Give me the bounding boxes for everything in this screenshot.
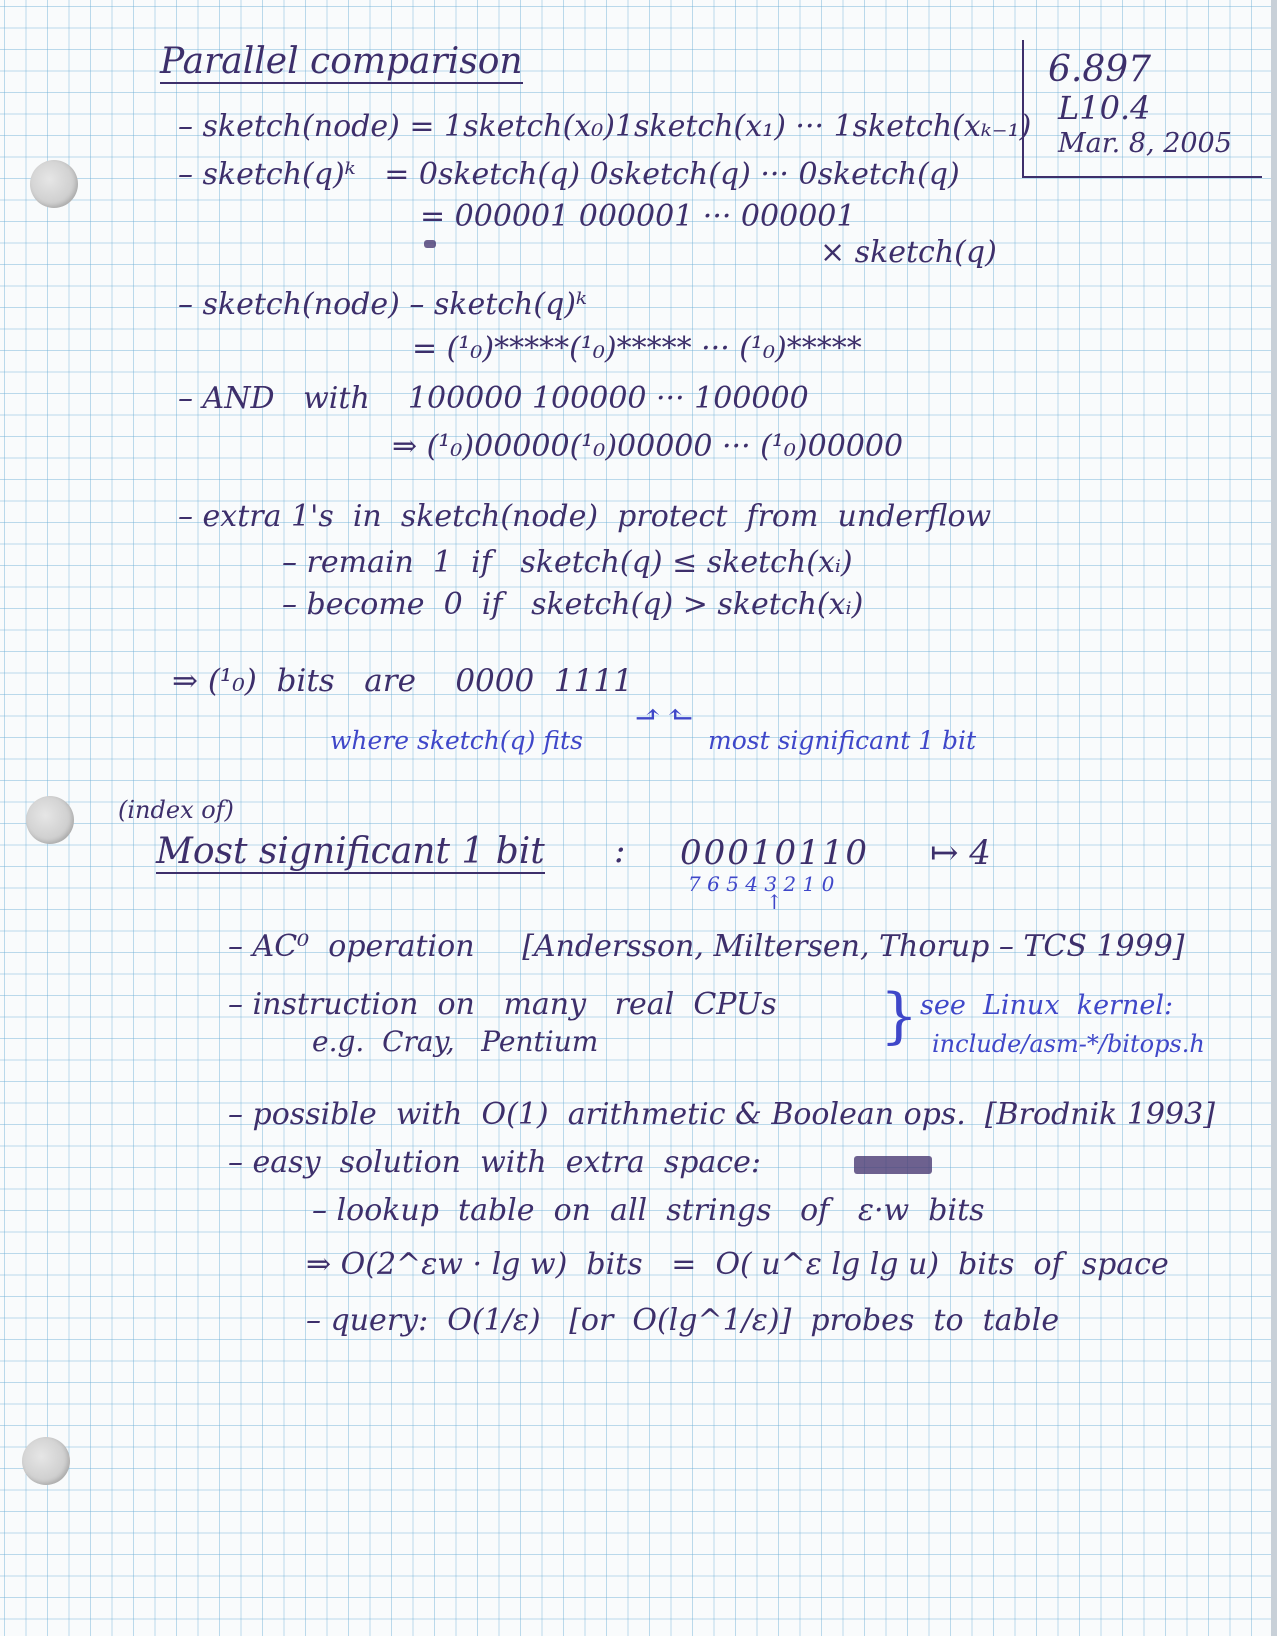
annotation-where-fits: where sketch(q) fits — [330, 726, 583, 755]
line-lookup-table: – lookup table on all strings of ε·w bits — [312, 1193, 985, 1228]
line-eg-cray: e.g. Cray, Pentium — [312, 1025, 599, 1058]
line-subtraction: – sketch(node) – sketch(q)ᵏ — [178, 287, 587, 322]
line-sketch-q-k: – sketch(q)ᵏ = 0sketch(q) 0sketch(q) ··· 0sketch(q) — [178, 157, 960, 192]
line-query: – query: O(1/ε) [or O(lg^1/ε)] probes to table — [306, 1303, 1060, 1338]
note-linux-kernel: see Linux kernel: — [920, 990, 1174, 1021]
msb-example-result: ↦ 4 — [930, 833, 991, 873]
brace: } — [880, 981, 919, 1051]
lecture-date: Mar. 8, 2005 — [1058, 128, 1232, 159]
line-ones-pattern: = 000001 000001 ··· 000001 — [420, 199, 856, 234]
line-and-mask: – AND with 100000 100000 ··· 100000 — [178, 381, 809, 416]
line-sketch-node: – sketch(node) = 1sketch(x₀)1sketch(x₁) ··· 1sketch(xₖ₋₁) — [178, 109, 1032, 144]
line-easy-solution: – easy solution with extra space: — [228, 1145, 761, 1180]
line-remain-one: – remain 1 if sketch(q) ≤ sketch(xᵢ) — [282, 545, 853, 580]
lecture-number: L10.4 — [1058, 89, 1151, 127]
line-possible: – possible with O(1) arithmetic & Boolean ops. [Brodnik 1993] — [228, 1097, 1215, 1132]
line-subtraction-result: = (¹₀)*****(¹₀)***** ··· (¹₀)***** — [412, 331, 862, 366]
bit-index-labels: 7 6 5 4 3 2 1 0 — [688, 872, 835, 896]
line-bits-are: ⇒ (¹₀) bits are 0000 1111 — [172, 663, 633, 699]
line-and-result: ⇒ (¹₀)00000(¹₀)00000 ··· (¹₀)00000 — [392, 429, 904, 464]
annotation-msb: most significant 1 bit — [708, 726, 977, 755]
msb-colon: : — [614, 831, 626, 871]
arrow-up-left: ⬏ — [635, 697, 661, 732]
msb-example-bits: 00010110 — [680, 833, 870, 873]
arrow-up-right: ⬑ — [668, 697, 694, 732]
line-ac0: – AC⁰ operation [Andersson, Miltersen, Thorup – TCS 1999] — [228, 929, 1185, 964]
punch-hole-middle — [26, 796, 74, 844]
line-instruction: – instruction on many real CPUs — [228, 987, 777, 1022]
page-edge — [1271, 0, 1277, 1636]
scribble-crossout — [854, 1156, 932, 1174]
punch-hole-top — [30, 160, 78, 208]
line-become-zero: – become 0 if sketch(q) > sketch(xᵢ) — [282, 587, 864, 622]
section-title-msb: Most significant 1 bit — [156, 831, 545, 872]
course-number: 6.897 — [1048, 49, 1152, 90]
line-times-sketch-q: × sketch(q) — [820, 235, 997, 270]
punch-hole-bottom — [22, 1437, 70, 1485]
line-space-bound: ⇒ O(2^εw · lg w) bits = O( u^ε lg lg u) bits of space — [306, 1247, 1169, 1282]
bit-index-arrow: ↑ — [766, 890, 783, 914]
section-prefix-index-of: (index of) — [118, 796, 234, 824]
header-box-bottom-line — [1022, 176, 1262, 178]
ink-blot — [424, 240, 436, 248]
line-extra-ones: – extra 1's in sketch(node) protect from underflow — [178, 499, 992, 534]
note-bitops-path: include/asm-*/bitops.h — [932, 1030, 1205, 1058]
section-title-parallel-comparison: Parallel comparison — [160, 41, 523, 82]
